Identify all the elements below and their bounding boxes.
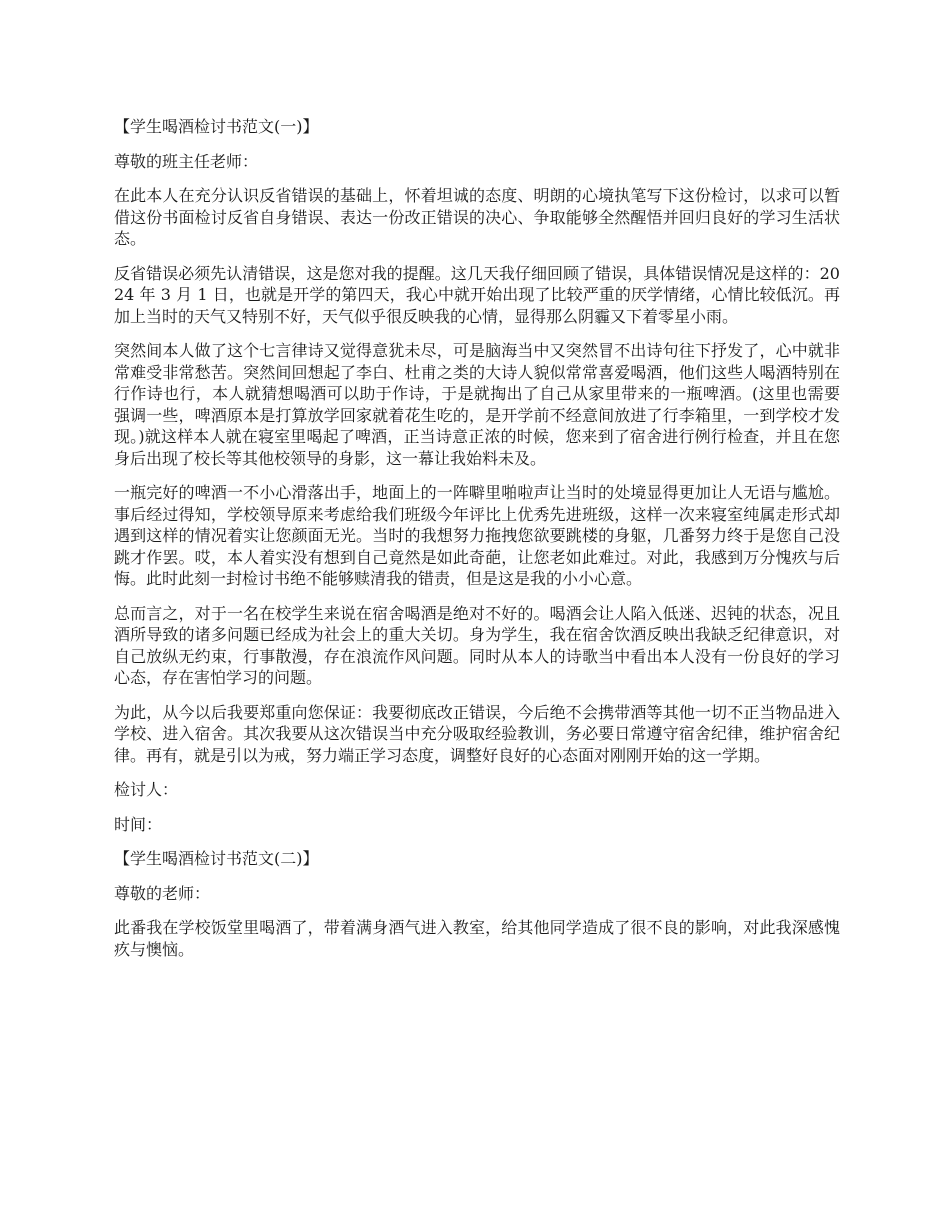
- heading-sample-two: 【学生喝酒检讨书范文(二)】: [114, 849, 319, 868]
- paragraph-promise: 为此，从今以后我要郑重向您保证：我要彻底改正错误，今后绝不会携带酒等其他一切不正当物品进入学校、进入宿舍。其次我要从这次错误当中充分吸取经验教训，务必要日常遵守宿舍纪律，维护宿舍纪律。再有，就是引以为戒，努力端正学习态度，调整好良好的心态面对刚刚开始的这一学期。: [114, 702, 840, 765]
- paragraph-cafeteria: 此番我在学校饭堂里喝酒了，带着满身酒气进入教室，给其他同学造成了很不良的影响，对此我深感愧疚与懊恼。: [114, 918, 840, 959]
- paragraph-summary: 总而言之，对于一名在校学生来说在宿舍喝酒是绝对不好的。喝酒会让人陷入低迷、迟钝的状态，况且酒所导致的诸多问题已经成为社会上的重大关切。身为学生，我在宿舍饮酒反映出我缺乏纪律意识，对自己放纵无约束，行事散漫，存在浪流作风问题。同时从本人的诗歌当中看出本人没有一份良好的学习心态，存在害怕学习的问题。: [114, 603, 840, 687]
- paragraph-poem-story: 突然间本人做了这个七言律诗又觉得意犹未尽，可是脑海当中又突然冒不出诗句往下抒发了，心中就非常难受非常愁苦。突然间回想起了李白、杜甫之类的大诗人貌似常常喜爱喝酒，他们这些人喝酒特别在行作诗也行，本人就猜想喝酒可以助于作诗，于是就掏出了自己从家里带来的一瓶啤酒。(这里也需要强调一些，啤酒原本是打算放学回家就着花生吃的，是开学前不经意间放进了行李箱里，一到学校才发现。)就这样本人就在寝室里喝起了啤酒，正当诗意正浓的时候，您来到了宿舍进行例行检查，并且在您身后出现了校长等其他校领导的身影，这一幕让我始料未及。: [114, 341, 840, 468]
- paragraph-incident: 一瓶完好的啤酒一不小心滑落出手，地面上的一阵噼里啪啦声让当时的处境显得更加让人无语与尴尬。事后经过得知，学校领导原来考虑给我们班级今年评比上优秀先进班级，这样一次来寝室纯属走形式却遇到这样的情况着实让您颜面无光。当时的我想努力拖拽您欲要跳楼的身躯，几番努力终于是您自己没跳才作罢。哎，本人着实没有想到自己竟然是如此奇葩，让您老如此难过。对此，我感到万分愧疚与后悔。此时此刻一封检讨书绝不能够赎清我的错责，但是这是我的小小心意。: [114, 483, 840, 588]
- signature-line: 检讨人：: [114, 780, 179, 799]
- paragraph-intro: 在此本人在充分认识反省错误的基础上，怀着坦诚的态度、明朗的心境执笔写下这份检讨，以求可以暂借这份书面检讨反省自身错误、表达一份改正错误的决心、争取能够全然醒悟并回归良好的学习生活状态。: [114, 186, 840, 248]
- paragraph-reflection: 反省错误必须先认清错误，这是您对我的提醒。这几天我仔细回顾了错误，具体错误情况是这样的：2024 年 3 月 1 日，也就是开学的第四天，我心中就开始出现了比较严重的厌学情绪，心情比较低沉。再加上当时的天气又特别不好，天气似乎很反映我的心情，显得那么阴霾又下着零星小雨。: [114, 263, 840, 326]
- salutation-teacher: 尊敬的老师：: [114, 883, 211, 903]
- date-line: 时间：: [114, 814, 163, 834]
- heading-sample-one: 【学生喝酒检讨书范文(一)】: [114, 117, 319, 136]
- salutation-head-teacher: 尊敬的班主任老师：: [114, 151, 259, 171]
- document-body: [114, 116, 840, 973]
